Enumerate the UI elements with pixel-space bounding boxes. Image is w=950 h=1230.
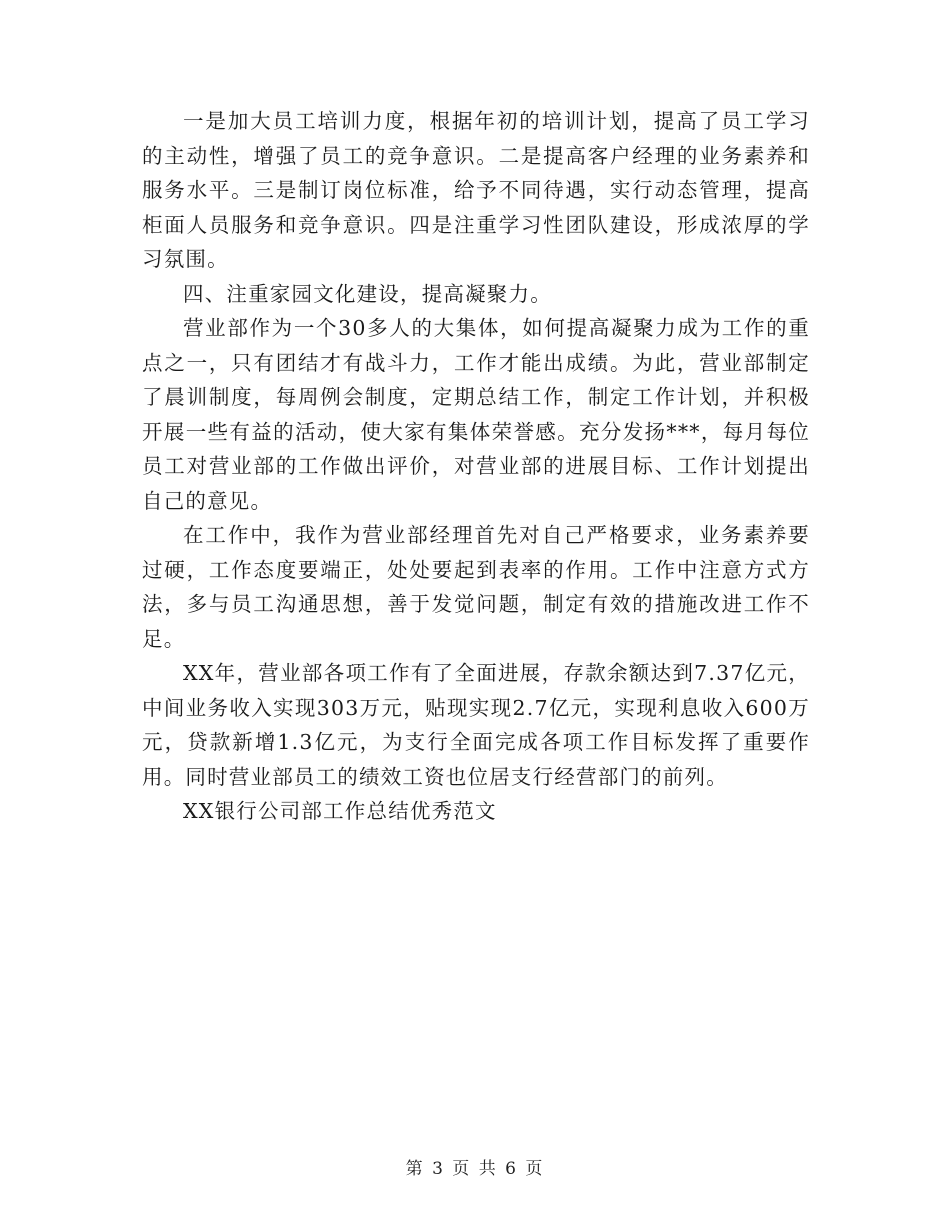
section-heading-culture: 四、注重家园文化建设，提高凝聚力。	[183, 281, 552, 306]
document-body	[142, 104, 810, 829]
page-number-footer: 第 3 页 共 6 页	[405, 1159, 545, 1179]
paragraph-cohesion: 营业部作为一个30多人的大集体，如何提高凝聚力成为工作的重点之一，只有团结才有战斗力，工作才能出成绩。为此，营业部制定了晨训制度，每周例会制度，定期总结工作，制定工作计划，并积极开展一些有益的活动，使大家有集体荣誉感。充分发扬***，每月每位员工对营业部的工作做出评价，对营业部的进展目标、工作计划提出自己的意见。	[142, 316, 810, 513]
paragraph-results: XX年，营业部各项工作有了全面进展，存款余额达到7.37亿元，中间业务收入实现303万元，贴现实现2.7亿元，实现利息收入600万元，贷款新增1.3亿元，为支行全面完成各项工作目标发挥了重要作用。同时营业部员工的绩效工资也位居支行经营部门的前列。	[142, 661, 810, 789]
paragraph-training: 一是加大员工培训力度，根据年初的培训计划，提高了员工学习的主动性，增强了员工的竞争意识。二是提高客户经理的业务素养和服务水平。三是制订岗位标准，给予不同待遇，实行动态管理，提高柜面人员服务和竞争意识。四是注重学习性团队建设，形成浓厚的学习氛围。	[142, 109, 810, 271]
next-article-title: XX银行公司部工作总结优秀范文	[183, 799, 497, 823]
paragraph-manager-role: 在工作中，我作为营业部经理首先对自己严格要求，业务素养要过硬，工作态度要端正，处处要起到表率的作用。工作中注意方式方法，多与员工沟通思想，善于发觉问题，制定有效的措施改进工作不足。	[142, 523, 810, 651]
